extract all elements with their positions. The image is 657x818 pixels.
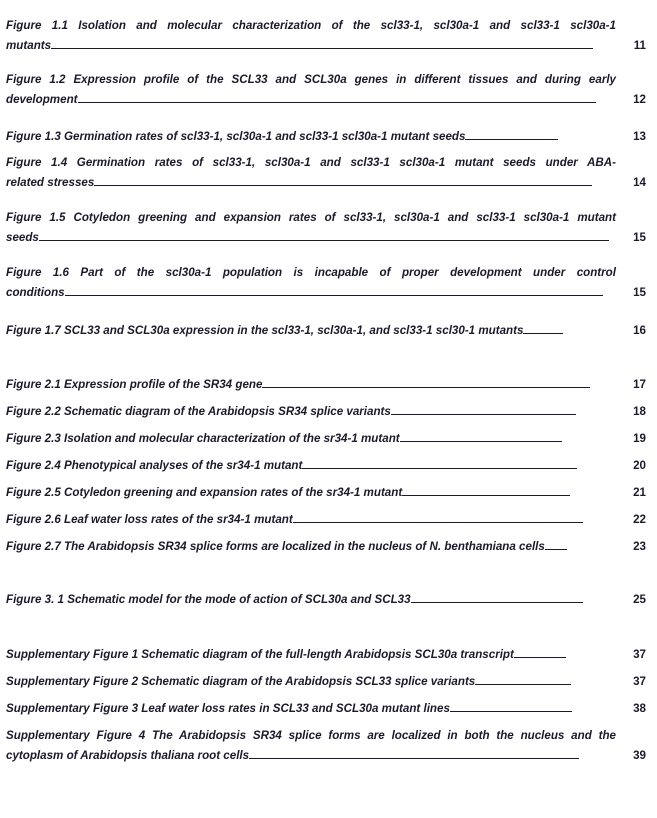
figure-entry[interactable] [6,590,646,610]
entry-title-line: Figure 1.7 SCL33 and SCL30a expression in the scl33-1, scl30a-1, and scl33-1 scl30-1 mutants [6,324,524,337]
dot-leader [523,321,563,334]
dot-leader [475,672,571,685]
figure-entry[interactable] [6,153,646,194]
entry-title-line: cytoplasm of Arabidopsis thaliana root cells [6,749,250,763]
dot-leader [302,456,577,469]
dot-leader [545,537,567,550]
entry-title-line: development [6,93,78,107]
dot-leader [51,36,593,49]
dot-leader [402,483,570,496]
figure-entry[interactable] [6,645,646,665]
figure-entry[interactable] [6,429,646,449]
dot-leader [293,510,583,523]
dot-leader [39,228,609,241]
page-number: 13 [633,130,646,143]
dot-leader [411,590,583,603]
entry-title-line: Figure 2.1 Expression profile of the SR34 gene [6,378,263,391]
entry-title-line: conditions [6,286,65,300]
page-number: 14 [633,176,646,189]
page-number: 11 [633,39,646,52]
figure-entry[interactable] [6,375,646,395]
entry-title-line: Figure 2.7 The Arabidopsis SR34 splice forms are localized in the nucleus of N. benthamiana cells [6,540,545,553]
dot-leader [249,746,579,759]
dot-leader [65,283,603,296]
page-number: 16 [633,324,646,337]
entry-title-line: related stresses [6,176,95,190]
dot-leader [514,645,566,658]
figure-entry[interactable] [6,483,646,503]
entry-title-line: seeds [6,231,39,245]
dot-leader [400,429,562,442]
entry-title-line: Figure 1.3 Germination rates of scl33-1, scl30a-1 and scl33-1 scl30a-1 mutant seeds [6,130,466,143]
page-number: 20 [633,459,646,472]
entry-title-line: Figure 1.6 Part of the scl30a-1 population is incapable of proper development under control [6,266,616,279]
page-number: 21 [633,486,646,499]
figure-entry[interactable] [6,70,646,111]
dot-leader [78,90,596,103]
page-number: 37 [633,675,646,688]
dot-leader [391,402,576,415]
page-number: 23 [633,540,646,553]
entry-title-line: Figure 1.2 Expression profile of the SCL33 and SCL30a genes in different tissues and during early [6,73,616,86]
dot-leader [262,375,590,388]
entry-title-line: Figure 1.5 Cotyledon greening and expansion rates of scl33-1, scl30a-1 and scl33-1 scl30a-1 mutant [6,211,616,224]
figure-entry[interactable] [6,16,646,57]
figure-entry[interactable] [6,726,646,767]
dot-leader [450,699,572,712]
entry-title-line: Figure 3. 1 Schematic model for the mode of action of SCL30a and SCL33 [6,593,411,606]
entry-title-line: Figure 1.1 Isolation and molecular characterization of the scl33-1, scl30a-1 and scl33-1 scl30a-1 [6,19,616,32]
entry-title-line: Supplementary Figure 4 The Arabidopsis SR34 splice forms are localized in both the nucleus and the [6,729,616,742]
entry-title-line: Figure 2.5 Cotyledon greening and expansion rates of the sr34-1 mutant [6,486,403,499]
page-number: 39 [633,749,646,762]
page-number: 15 [633,286,646,299]
entry-title-line: Figure 2.3 Isolation and molecular characterization of the sr34-1 mutant [6,432,400,445]
dot-leader [94,173,592,186]
entry-title-line: Figure 1.4 Germination rates of scl33-1, scl30a-1 and scl33-1 scl30a-1 mutant seeds under ABA- [6,156,616,169]
page-number: 37 [633,648,646,661]
page-number: 15 [633,231,646,244]
figure-entry[interactable] [6,208,646,249]
page-number: 25 [633,593,646,606]
entry-title-line: Figure 2.4 Phenotypical analyses of the sr34-1 mutant [6,459,303,472]
entry-title-line: Supplementary Figure 3 Leaf water loss rates in SCL33 and SCL30a mutant lines [6,702,450,715]
figure-entry[interactable] [6,263,646,304]
figure-entry[interactable] [6,699,646,719]
entry-title-line: Supplementary Figure 2 Schematic diagram of the Arabidopsis SCL33 splice variants [6,675,476,688]
page-number: 22 [633,513,646,526]
figure-entry[interactable] [6,510,646,530]
page-number: 38 [633,702,646,715]
dot-leader [465,127,558,140]
entry-title-line: Figure 2.2 Schematic diagram of the Arabidopsis SR34 splice variants [6,405,391,418]
figure-entry[interactable] [6,456,646,476]
entry-title-line: mutants [6,39,52,53]
figure-entry[interactable] [6,672,646,692]
figure-entry[interactable] [6,321,646,341]
page-number: 12 [633,93,646,106]
entry-title-line: Figure 2.6 Leaf water loss rates of the sr34-1 mutant [6,513,293,526]
figure-entry[interactable] [6,127,646,147]
page-number: 19 [633,432,646,445]
figure-entry[interactable] [6,402,646,422]
entry-title-line: Supplementary Figure 1 Schematic diagram of the full-length Arabidopsis SCL30a transcript [6,648,514,661]
page-number: 17 [633,378,646,391]
figure-entry[interactable] [6,537,646,557]
page-number: 18 [633,405,646,418]
